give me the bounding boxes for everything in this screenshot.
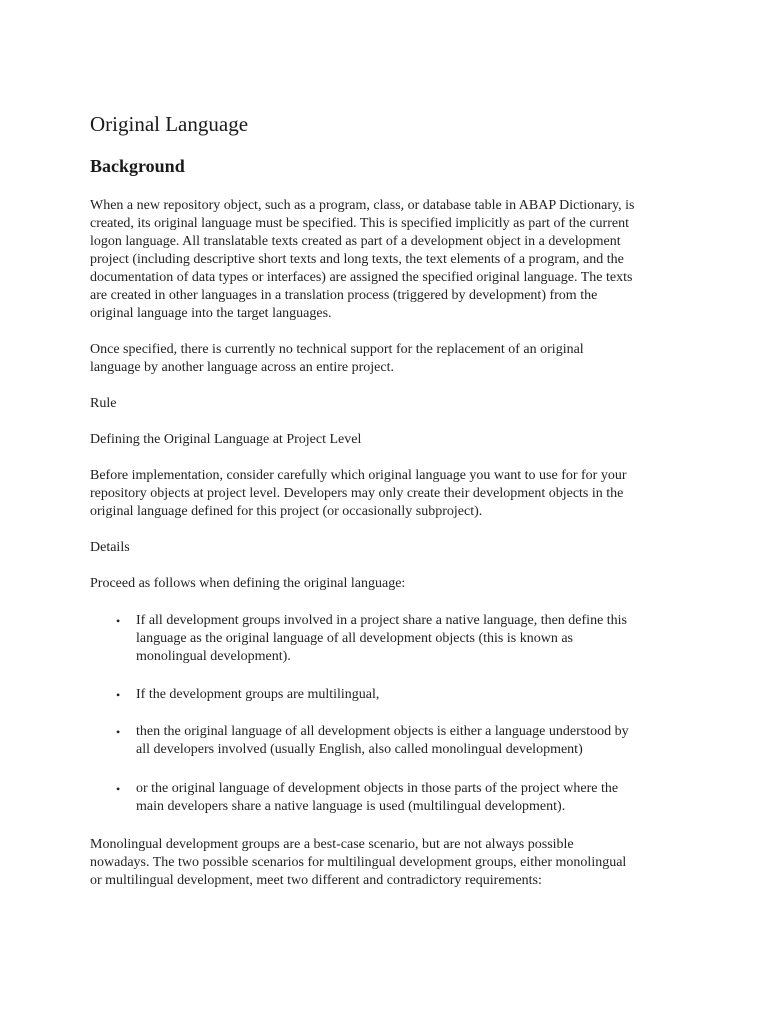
text-line: language by another language across an entire project. [90,360,394,375]
text-line: If the development groups are multilingual, [136,687,380,702]
text-line: documentation of data types or interfaces) are assigned the specified original language. The texts [90,270,633,285]
details-label: Details [90,540,130,555]
text-line: main developers share a native language is used (multilingual development). [136,799,566,814]
text-line: project (including descriptive short texts and long texts, the text elements of a program, and the [90,252,624,267]
text-line: then the original language of all development objects is either a language understood by [136,724,629,739]
paragraph-monolingual [90,836,682,890]
text-line: are created in other languages in a translation process (triggered by development) from the [90,288,598,303]
text-line: nowadays. The two possible scenarios for multilingual development groups, either monolingual [90,855,627,870]
bullet-icon: • [116,688,121,702]
paragraph-replacement [90,341,682,377]
list-item-text [136,723,682,759]
text-line: repository objects at project level. Developers may only create their development objects in the [90,486,624,501]
text-line: Once specified, there is currently no technical support for the replacement of an original [90,342,584,357]
text-line: original language defined for this project (or occasionally subproject). [90,504,483,519]
paragraph-background [90,197,682,323]
list-item-text [136,686,682,704]
text-line: When a new repository object, such as a program, class, or database table in ABAP Dictionary, is [90,198,635,213]
text-line: monolingual development). [136,649,291,664]
rule-heading: Defining the Original Language at Project Level [90,432,362,447]
text-line: If all development groups involved in a project share a native language, then define this [136,613,628,628]
text-line: or multilingual development, meet two different and contradictory requirements: [90,873,542,888]
bullet-icon: • [116,725,121,739]
text-line: or the original language of development objects in those parts of the project where the [136,781,619,796]
list-item-text [136,780,682,816]
bullet-icon: • [116,614,121,628]
page-title: Original Language [90,112,249,136]
section-heading-background: Background [90,156,185,176]
bullet-icon: • [116,782,121,796]
list-item-text [136,612,682,666]
paragraph-before-implementation [90,467,682,521]
text-line: original language into the target languages. [90,306,332,321]
rule-label: Rule [90,396,117,411]
text-line: Before implementation, consider carefully which original language you want to use for for your [90,468,627,483]
proceed-text: Proceed as follows when defining the original language: [90,576,406,591]
text-line: Monolingual development groups are a best-case scenario, but are not always possible [90,837,574,852]
text-line: logon language. All translatable texts created as part of a development object in a development [90,234,621,249]
text-line: created, its original language must be specified. This is specified implicitly as part of the current [90,216,629,231]
text-line: language as the original language of all development objects (this is known as [136,631,573,646]
text-line: all developers involved (usually English, also called monolingual development) [136,742,583,757]
